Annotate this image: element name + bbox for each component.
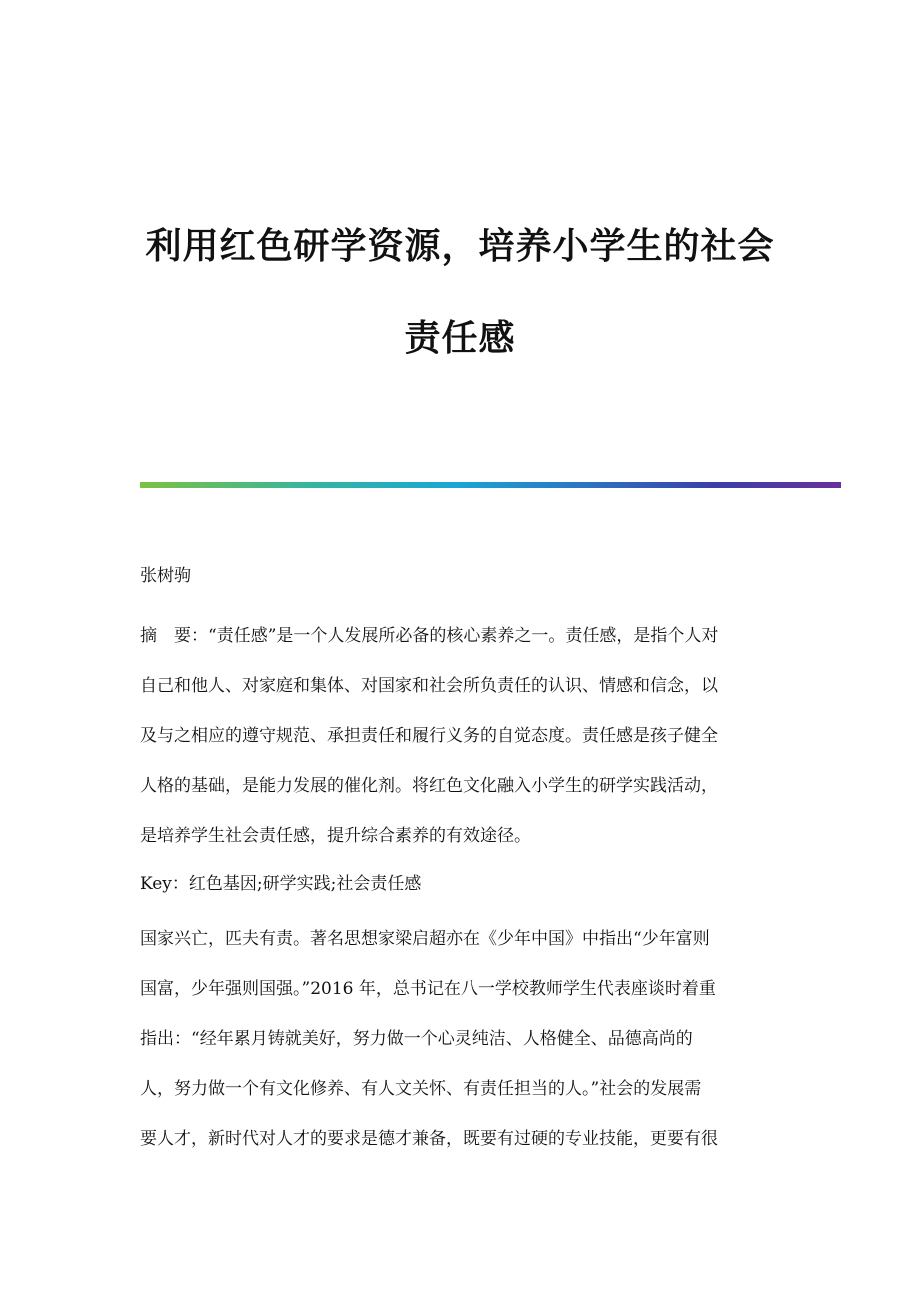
author-name: 张树驹 bbox=[140, 566, 191, 586]
body-line: 指出：“经年累月铸就美好，努力做一个心灵纯洁、人格健全、品德高尚的 bbox=[140, 1029, 693, 1049]
abstract-line: 摘 要：“责任感”是一个人发展所必备的核心素养之一。责任感，是指个人对 bbox=[140, 626, 719, 646]
title-line-2: 责任感 bbox=[404, 318, 516, 359]
abstract-line: 人格的基础，是能力发展的催化剂。将红色文化融入小学生的研学实践活动， bbox=[140, 776, 718, 796]
body-line: 国家兴亡，匹夫有责。著名思想家梁启超亦在《少年中国》中指出“少年富则 bbox=[140, 929, 710, 949]
body-line: 要人才，新时代对人才的要求是德才兼备，既要有过硬的专业技能，更要有很 bbox=[140, 1129, 718, 1149]
keywords: Key：红色基因;研学实践;社会责任感 bbox=[140, 874, 422, 894]
abstract-line: 自己和他人、对家庭和集体、对国家和社会所负责任的认识、情感和信念，以 bbox=[140, 676, 718, 696]
abstract bbox=[140, 611, 780, 861]
body-line: 国富，少年强则国强。”2016 年，总书记在八一学校教师学生代表座谈时着重 bbox=[140, 979, 716, 999]
abstract-line: 及与之相应的遵守规范、承担责任和履行义务的自觉态度。责任感是孩子健全 bbox=[140, 726, 718, 746]
abstract-line: 是培养学生社会责任感，提升综合素养的有效途径。 bbox=[140, 826, 531, 846]
body-line: 人，努力做一个有文化修养、有人文关怀、有责任担当的人。”社会的发展需 bbox=[140, 1079, 702, 1099]
body-paragraph bbox=[140, 914, 780, 1164]
title-line-1: 利用红色研学资源，培养小学生的社会 bbox=[145, 226, 775, 267]
gradient-divider bbox=[140, 482, 841, 488]
